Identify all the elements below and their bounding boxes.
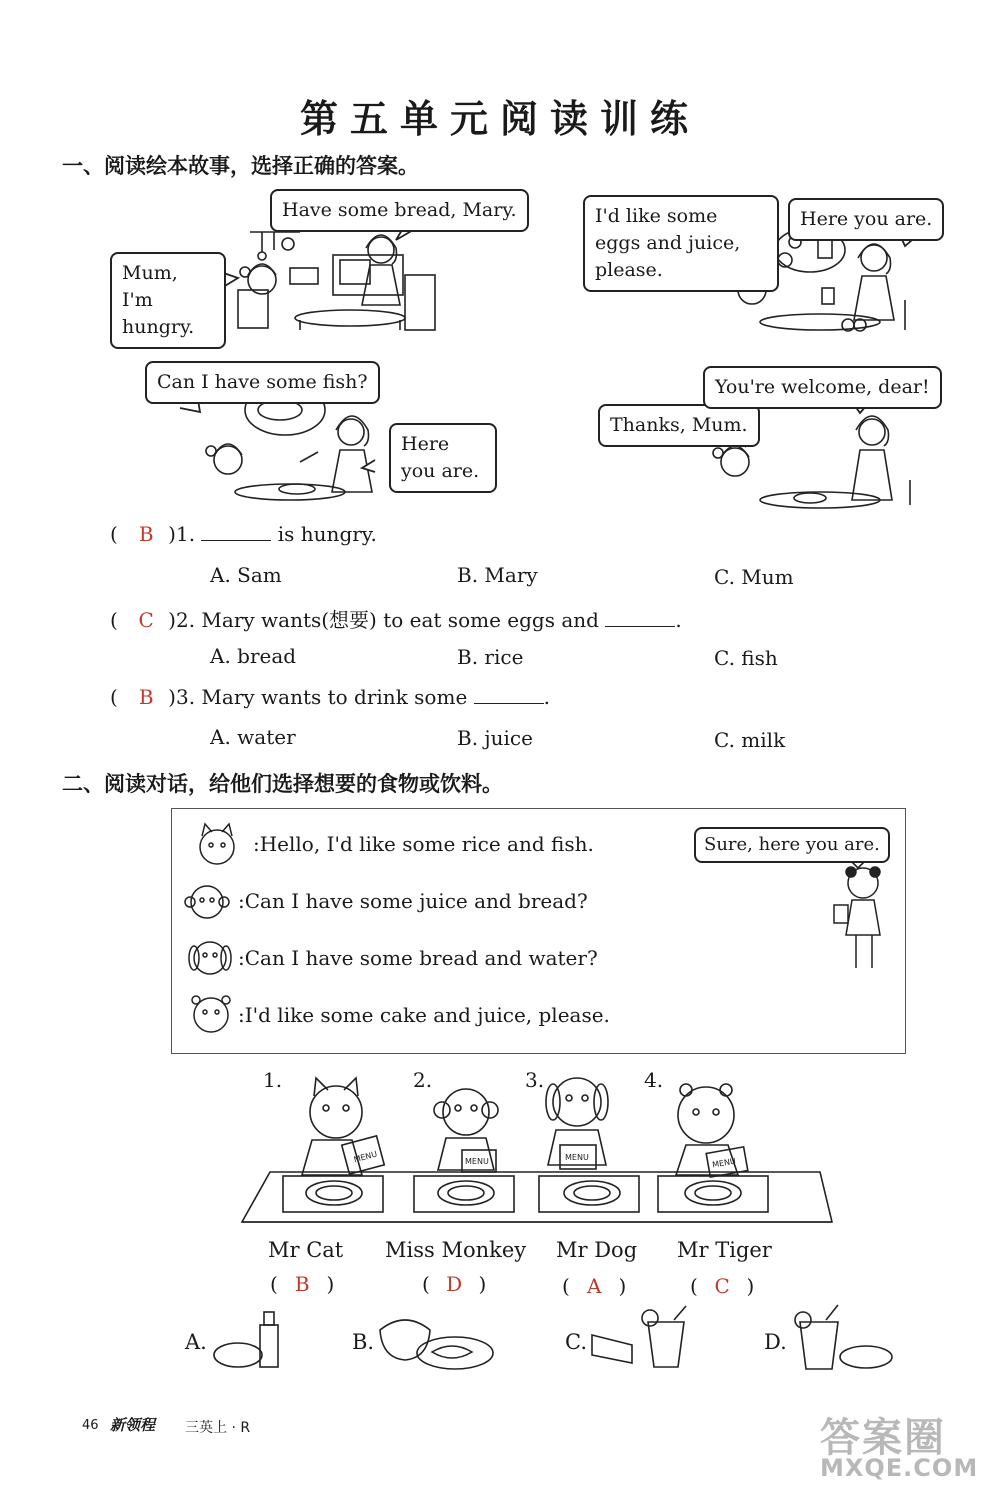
bubble-p2-mary: I'd like some eggs and juice, please.: [583, 195, 779, 292]
paren: (: [110, 522, 118, 546]
water-bottle-icon: [260, 1325, 278, 1367]
question-1-number: )1.: [168, 522, 196, 546]
food-option-b-label[interactable]: B.: [352, 1330, 375, 1354]
name-mr-tiger: Mr Tiger: [677, 1238, 772, 1262]
paren-close: ): [746, 1274, 755, 1298]
paren-open: (: [270, 1272, 278, 1296]
bubble-p1-mum: Have some bread, Mary.: [270, 189, 529, 232]
q2-option-a[interactable]: A. bread: [210, 644, 297, 668]
bread-icon: [840, 1346, 892, 1368]
q2-option-b[interactable]: B. rice: [457, 645, 524, 669]
page-title: 第五单元阅读训练: [299, 97, 700, 141]
name-mr-dog: Mr Dog: [556, 1238, 638, 1262]
paren-close: ): [326, 1272, 335, 1296]
name-miss-monkey: Miss Monkey: [385, 1238, 527, 1262]
food-option-a-label[interactable]: A.: [185, 1330, 207, 1354]
menu-label-1: MENU: [352, 1149, 379, 1165]
answer-3[interactable]: B: [138, 685, 154, 709]
bread-icon: [214, 1343, 262, 1367]
cake-icon: [592, 1335, 632, 1363]
bubble-p3-mum: Here you are.: [389, 423, 497, 493]
brand-logo: 新领程: [110, 1416, 156, 1434]
q1-option-a[interactable]: A. Sam: [210, 563, 282, 587]
bubble-p1-mary: Mum, I'm hungry.: [110, 252, 226, 349]
answer-dog[interactable]: A: [586, 1274, 602, 1298]
food-option-d-label[interactable]: D.: [764, 1330, 787, 1354]
watermark-url: MXQE.COM: [820, 1454, 979, 1482]
question-3-text: .: [543, 685, 550, 709]
juice-glass-icon: [648, 1322, 684, 1367]
bubble-p4-mum: You're welcome, dear!: [703, 366, 942, 409]
section2-heading: 二、阅读对话，给他们选择想要的食物或饮料。: [62, 772, 503, 796]
scene-number-4: 4.: [644, 1068, 664, 1092]
scene-number-3: 3.: [525, 1068, 545, 1092]
paren-open: (: [422, 1272, 430, 1296]
dialog-line-monkey: :Can I have some juice and bread?: [238, 889, 588, 913]
menu-label-3: MENU: [565, 1153, 589, 1162]
fish-plate-icon: [417, 1337, 493, 1369]
bubble-p2-mum: Here you are.: [788, 198, 944, 241]
q3-option-b[interactable]: B. juice: [457, 726, 533, 750]
grade-label: 三英上 · R: [185, 1420, 251, 1436]
q1-option-c[interactable]: C. Mum: [714, 565, 794, 589]
q3-option-c[interactable]: C. milk: [714, 728, 786, 752]
q1-option-b[interactable]: B. Mary: [457, 563, 538, 587]
paren-close: ): [618, 1274, 627, 1298]
dialog-line-cat: :Hello, I'd like some rice and fish.: [253, 832, 594, 856]
question-1-text: is hungry.: [277, 522, 377, 546]
page-number: 46: [82, 1418, 99, 1433]
waiter-bubble: Sure, here you are.: [694, 827, 890, 863]
q2-option-c[interactable]: C. fish: [714, 646, 778, 670]
answer-tiger[interactable]: C: [714, 1274, 730, 1298]
answer-monkey[interactable]: D: [446, 1272, 463, 1296]
food-option-c-label[interactable]: C.: [565, 1330, 587, 1354]
menu-label-2: MENU: [465, 1157, 489, 1166]
paren: (: [110, 685, 118, 709]
question-3-number: )3. Mary wants to drink some: [168, 685, 468, 709]
q3-option-a[interactable]: A. water: [210, 725, 296, 749]
paren-close: ): [478, 1272, 487, 1296]
question-2-number: )2. Mary wants(想要) to eat some eggs and: [168, 608, 599, 632]
paren: (: [110, 608, 118, 632]
name-mr-cat: Mr Cat: [268, 1238, 344, 1262]
bubble-p3-mary: Can I have some fish?: [145, 361, 380, 404]
question-2-text: .: [675, 608, 682, 632]
scene-number-2: 2.: [413, 1068, 433, 1092]
paren-open: (: [690, 1274, 698, 1298]
dialog-line-dog: :Can I have some bread and water?: [238, 946, 598, 970]
section1-heading: 一、阅读绘本故事，选择正确的答案。: [62, 154, 419, 178]
answer-cat[interactable]: B: [294, 1272, 310, 1296]
dialog-line-tiger: :I'd like some cake and juice, please.: [238, 1003, 610, 1027]
bubble-p4-mary: Thanks, Mum.: [598, 404, 760, 447]
rice-bowl-icon: [380, 1320, 430, 1360]
answer-1[interactable]: B: [138, 522, 154, 546]
menu-label-4: MENU: [711, 1156, 737, 1170]
paren-open: (: [562, 1274, 570, 1298]
juice-glass-icon: [800, 1322, 838, 1369]
watermark-logo: 答案圈: [820, 1415, 946, 1461]
answer-2[interactable]: C: [138, 608, 154, 632]
scene-number-1: 1.: [263, 1068, 283, 1092]
